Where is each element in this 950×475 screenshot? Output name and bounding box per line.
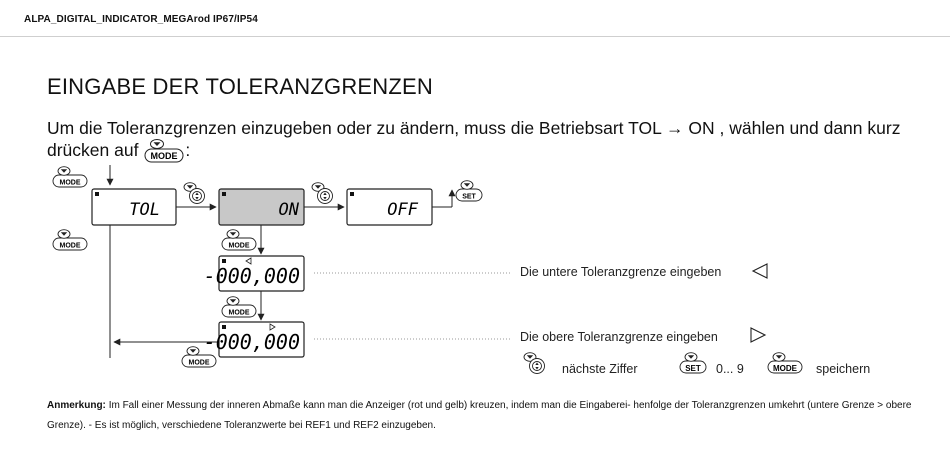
note-text: Im Fall einer Messung der inneren Abmaße kann man die Anzeiger (rot und gelb) kreuzen, indem man die Eingaberei- henfolge der Toleranzgrenzen umkehrt (untere Grenze > obere Grenze). - Es ist möglich, verschiedene Toleranzwerte bei REF1 und REF2 einzugeben. bbox=[47, 400, 912, 431]
mode-button-icon bbox=[53, 230, 87, 250]
svg-text:MODE: MODE bbox=[59, 179, 81, 187]
note-paragraph bbox=[47, 396, 927, 436]
display-lower-limit bbox=[204, 256, 304, 291]
intro-suffix: : bbox=[185, 140, 191, 160]
svg-text:MODE: MODE bbox=[228, 309, 250, 317]
mode-button-icon bbox=[222, 297, 256, 317]
display-tol bbox=[92, 189, 176, 225]
legend-save: speichern bbox=[816, 362, 871, 376]
nav-button-icon bbox=[524, 353, 545, 374]
svg-text:MODE: MODE bbox=[150, 151, 178, 162]
svg-text:OFF: OFF bbox=[387, 200, 418, 220]
svg-text:SET: SET bbox=[685, 364, 701, 373]
legend-digits: 0... 9 bbox=[716, 362, 744, 376]
set-button-icon bbox=[456, 181, 482, 201]
svg-text:SET: SET bbox=[462, 193, 476, 201]
intro-text: Um die Toleranzgrenzen einzugeben oder zu ändern, muss die Betriebsart TOL → ON , wählen und dann kurz drücken auf bbox=[47, 118, 901, 160]
set-button-icon bbox=[680, 353, 706, 373]
note-label: Anmerkung: bbox=[47, 400, 106, 411]
display-on bbox=[219, 189, 304, 225]
document-header: ALPA_DIGITAL_INDICATOR_MEGArod IP67/IP54 bbox=[24, 14, 258, 25]
display-upper-limit bbox=[204, 322, 304, 357]
legend-next-digit: nächste Ziffer bbox=[562, 362, 638, 376]
svg-text:-000,000: -000,000 bbox=[203, 264, 300, 288]
upper-limit-label: Die obere Toleranzgrenze eingeben bbox=[520, 330, 718, 344]
svg-text:-000,000: -000,000 bbox=[203, 330, 300, 354]
svg-text:MODE: MODE bbox=[59, 242, 81, 250]
svg-text:ON: ON bbox=[278, 200, 299, 220]
svg-text:MODE: MODE bbox=[773, 364, 797, 373]
mode-button-icon bbox=[53, 167, 87, 187]
mode-button-icon bbox=[768, 353, 802, 373]
triangle-right-icon bbox=[751, 328, 765, 342]
nav-button-icon bbox=[184, 183, 205, 204]
display-off bbox=[347, 189, 432, 225]
mode-button-icon bbox=[222, 230, 256, 250]
svg-text:TOL: TOL bbox=[129, 200, 160, 220]
svg-text:MODE: MODE bbox=[228, 242, 250, 250]
section-title: EINGABE DER TOLERANZGRENZEN bbox=[47, 74, 433, 99]
lower-limit-label: Die untere Toleranzgrenze eingeben bbox=[520, 265, 722, 279]
svg-text:MODE: MODE bbox=[188, 359, 210, 367]
nav-button-icon bbox=[312, 183, 333, 204]
triangle-left-icon bbox=[753, 264, 767, 278]
